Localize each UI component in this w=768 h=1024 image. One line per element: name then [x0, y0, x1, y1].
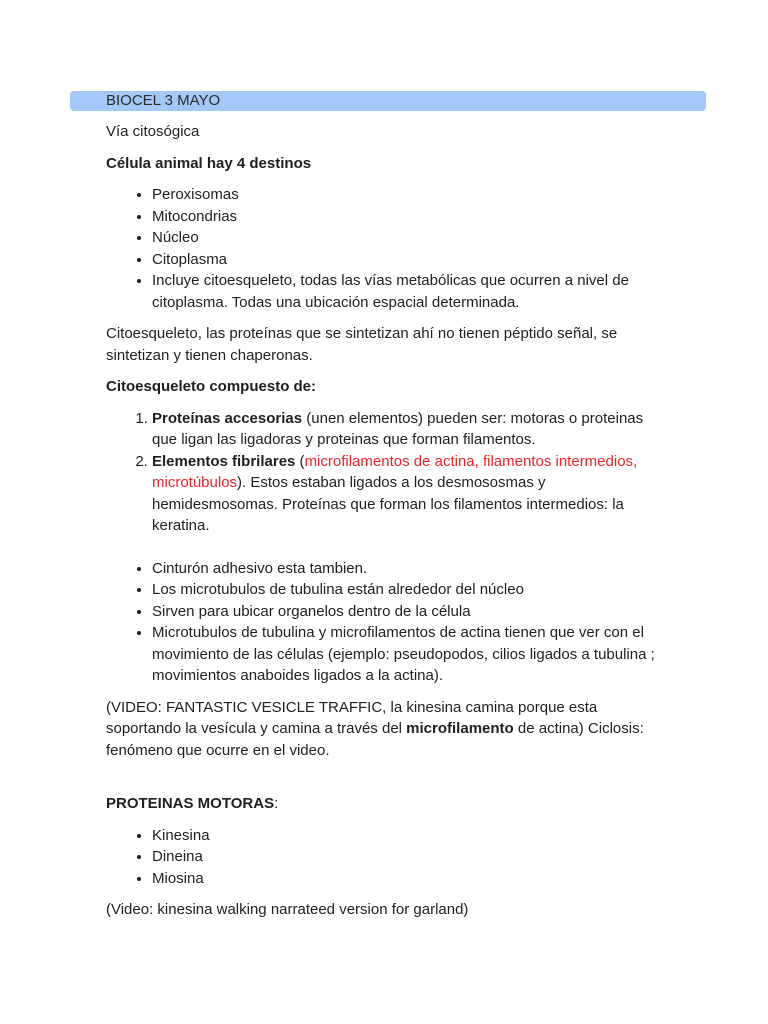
section-heading-compuesto-text: Citoesqueleto compuesto de:	[106, 378, 317, 395]
term-elementos-fibrilares: Elementos fibrilares	[152, 452, 296, 470]
section-heading-compuesto	[106, 376, 666, 398]
list-item: • Peroxisomas	[152, 184, 666, 206]
paragraph-video-text: (VIDEO: FANTASTIC VESICLE TRAFFIC, la kinesina camina porque esta soportando la vesícula y camina a través del	[106, 698, 598, 737]
paragraph-video-text-end: de actina) Ciclosis: fenómeno que ocurre en el video.	[106, 720, 644, 759]
list-item: • Dineina	[152, 846, 666, 868]
list-item: • Los microtubulos de tubulina están alrededor del núcleo	[152, 579, 666, 601]
list-item: • Incluye citoesqueleto, todas las vías metabólicas que ocurren a nivel de citoplasma. Todas una ubicación espacial determinada.	[152, 270, 666, 313]
destinos-list	[106, 184, 666, 313]
list-item: • Citoplasma	[152, 249, 666, 271]
list-item	[152, 408, 666, 451]
motoras-list	[106, 825, 666, 890]
heading-colon: :	[274, 795, 279, 812]
document-title: BIOCEL 3 MAYO	[106, 92, 221, 109]
componentes-list	[106, 408, 666, 537]
section-heading-motoras-text: PROTEINAS MOTORAS	[106, 795, 275, 812]
section-heading-destinos-text: Célula animal hay 4 destinos	[106, 154, 312, 172]
section-heading-motoras	[106, 793, 666, 815]
paragraph-citoesqueleto: Citoesqueleto, las proteínas que se sintetizan ahí no tienen péptido señal, se sintetizan y tienen chaperonas.	[106, 325, 618, 364]
list-item-text: (unen elementos) pueden ser: motoras o proteinas que ligan las ligadoras y proteinas que forman filamentos.	[152, 409, 644, 448]
list-item: • Sirven para ubicar organelos dentro de la célula	[152, 601, 666, 623]
list-item: • Kinesina	[152, 825, 666, 847]
document-body	[106, 121, 666, 931]
term-microfilamento: microfilamento	[406, 720, 514, 737]
paragraph-video	[106, 697, 666, 762]
list-item-text: (	[295, 452, 305, 470]
paragraph-video-2: (Video: kinesina walking narrateed version for garland)	[106, 901, 469, 918]
term-proteinas-accesorias: Proteínas accesorias	[152, 409, 303, 427]
list-item-text: ). Estos estaban ligados a los desmososmas y hemidesmosomas. Proteínas que forman los filamentos intermedios: la keratina.	[152, 474, 624, 534]
paragraph-via: Vía citosógica	[106, 123, 200, 140]
list-item: • Mitocondrias	[152, 206, 666, 228]
list-item: • Cinturón adhesivo esta tambien.	[152, 558, 666, 580]
highlighted-text: microfilamentos de actina, filamentos intermedios, microtúbulos	[152, 452, 638, 491]
section-heading-destinos	[106, 153, 666, 175]
list-item: • Núcleo	[152, 227, 666, 249]
list-item: • Miosina	[152, 868, 666, 890]
list-item	[152, 451, 666, 537]
list-item: • Microtubulos de tubulina y microfilamentos de actina tienen que ver con el movimiento de las células (ejemplo: pseudopodos, cilios ligados a tubulina ; movimientos anaboides ligados a la actina).	[152, 622, 666, 687]
notes-list	[106, 558, 666, 687]
